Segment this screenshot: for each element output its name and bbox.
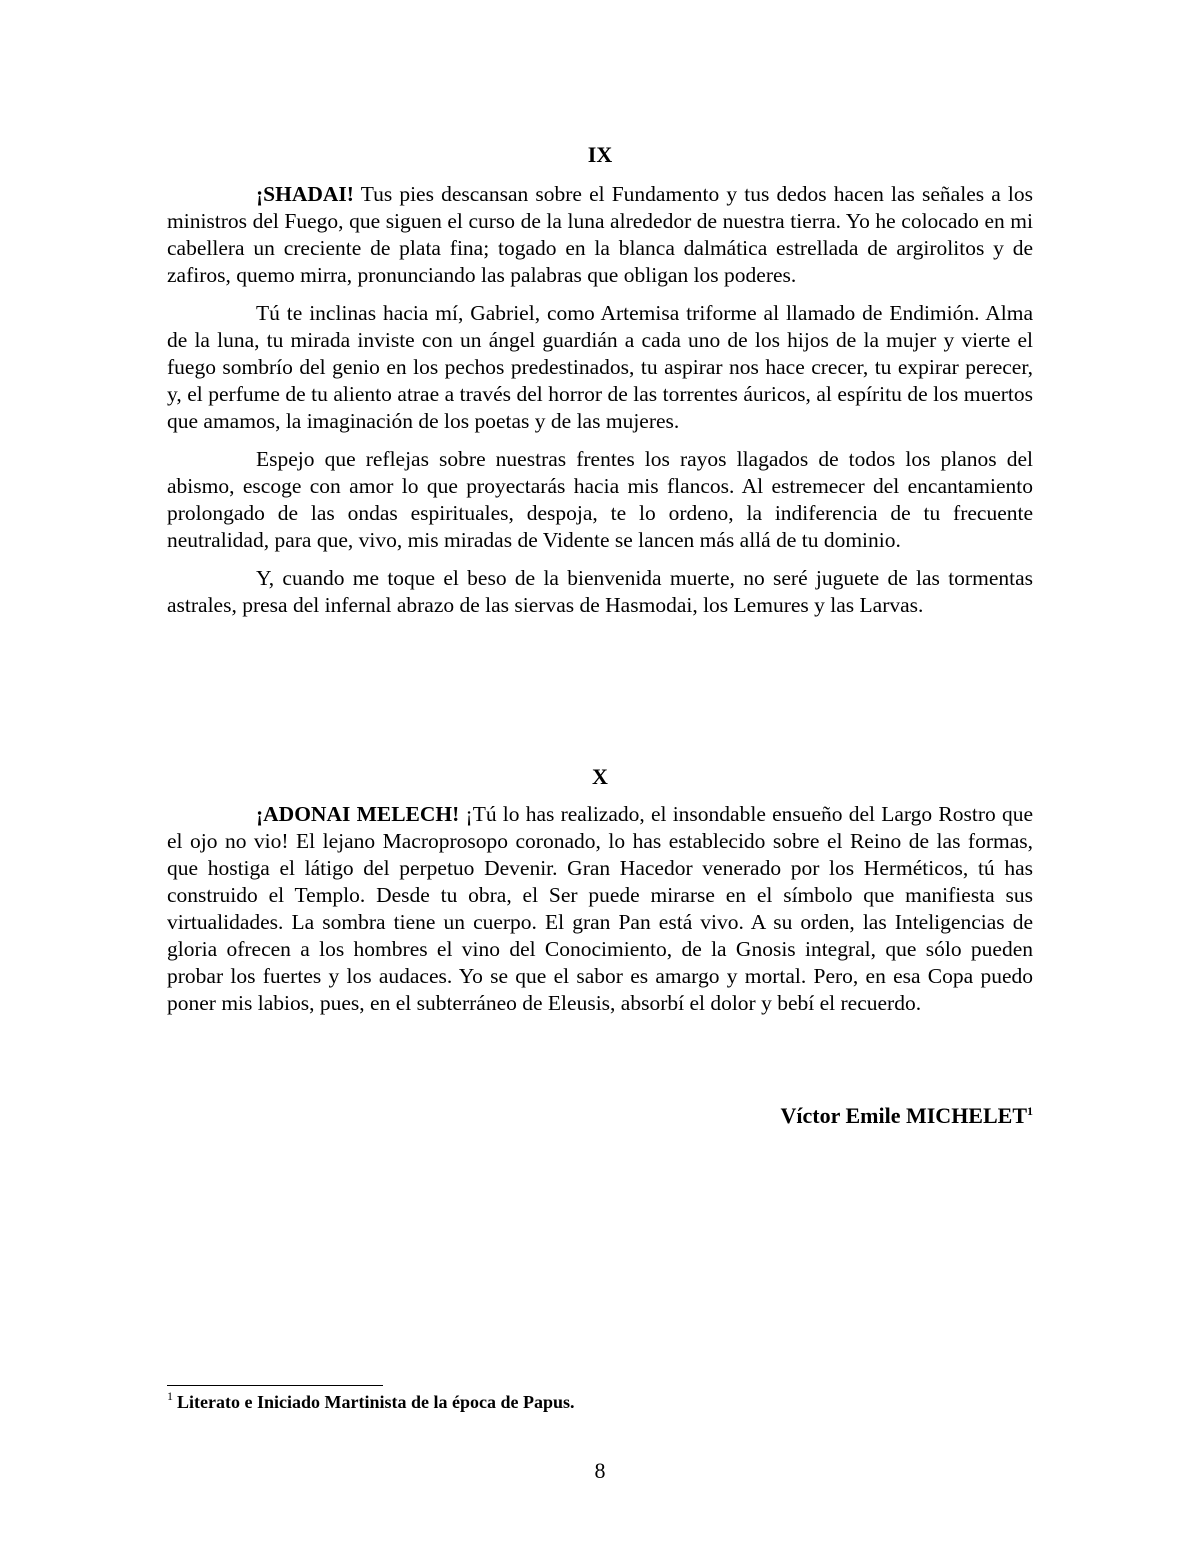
footnote-reference[interactable]: 1 bbox=[1027, 1104, 1033, 1118]
section-heading: IX bbox=[587, 142, 613, 167]
footnote-divider bbox=[167, 1385, 383, 1386]
paragraph-text: ¡Tú lo has realizado, el insondable ensueño del Largo Rostro que el ojo no vio! El lejano Macroprosopo coronado, lo has establecido sobre el Reino de las formas, que hostiga el látigo del perpetuo Devenir. Gran Hacedor venerado por los Herméticos, tú has construido el Templo. Desde tu obra, el Ser puede mirarse en el símbolo que manifiesta sus virtualidades. La sombra tiene un cuerpo. El gran Pan está vivo. A su orden, las Inteligencias de gloria ofrecen a los hombres el vino del Conocimiento, de la Gnosis integral, que sólo pueden probar los fuertes y los audaces. Yo se que el sabor es amargo y mortal. Pero, en esa Copa puedo poner mis labios, pues, en el subterráneo de Eleusis, absorbí el dolor y bebí el recuerdo. bbox=[167, 802, 1033, 1015]
footnote bbox=[167, 1391, 1033, 1413]
paragraph-text: Tus pies descansan sobre el Fundamento y tus dedos hacen las señales a los ministros del Fuego, que siguen el curso de la luna alrededor de nuestra tierra. Yo he colocado en mi cabellera un creciente de plata fina; togado en la blanca dalmática estrellada de argirolitos y de zafiros, quemo mirra, pronunciando las palabras que obligan los poderes. bbox=[167, 182, 1033, 287]
paragraph: Tú te inclinas hacia mí, Gabriel, como Artemisa triforme al llamado de Endimión. Alma de la luna, tu mirada inviste con un ángel guardián a cada uno de los hijos de la mujer y vierte el fuego sombrío del genio en los pechos predestinados, tu aspirar nos hace crecer, tu expirar perecer, y, el perfume de tu aliento atrae a través del horror de las torrentes áuricos, al espíritu de los muertos que amamos, la imaginación de los poetas y de las mujeres. bbox=[167, 301, 1033, 433]
author-name: Víctor Emile MICHELET bbox=[780, 1103, 1027, 1128]
invocation: ¡SHADAI! bbox=[256, 182, 354, 206]
section-heading: X bbox=[592, 764, 608, 789]
paragraph: Y, cuando me toque el beso de la bienvenida muerte, no seré juguete de las tormentas astrales, presa del infernal abrazo de las siervas de Hasmodai, los Lemures y las Larvas. bbox=[167, 566, 1033, 617]
section-x bbox=[167, 763, 1033, 1028]
author-signature bbox=[167, 1102, 1033, 1129]
invocation: ¡ADONAI MELECH! bbox=[256, 802, 460, 826]
paragraph: Espejo que reflejas sobre nuestras frentes los rayos llagados de todos los planos del abismo, escoge con amor lo que proyectarás hacia mis flancos. Al estremecer del encantamiento prolongado de las ondas espirituales, despoja, te lo ordeno, la indiferencia de tu frecuente neutralidad, para que, vivo, mis miradas de Vidente se lancen más allá de tu dominio. bbox=[167, 447, 1033, 552]
page-number: 8 bbox=[594, 1458, 606, 1483]
paragraph bbox=[167, 181, 1033, 289]
footnote-text: Literato e Iniciado Martinista de la época de Papus. bbox=[177, 1392, 575, 1412]
paragraph bbox=[167, 801, 1033, 1017]
footnote-marker: 1 bbox=[167, 1389, 173, 1403]
section-ix bbox=[167, 141, 1033, 630]
